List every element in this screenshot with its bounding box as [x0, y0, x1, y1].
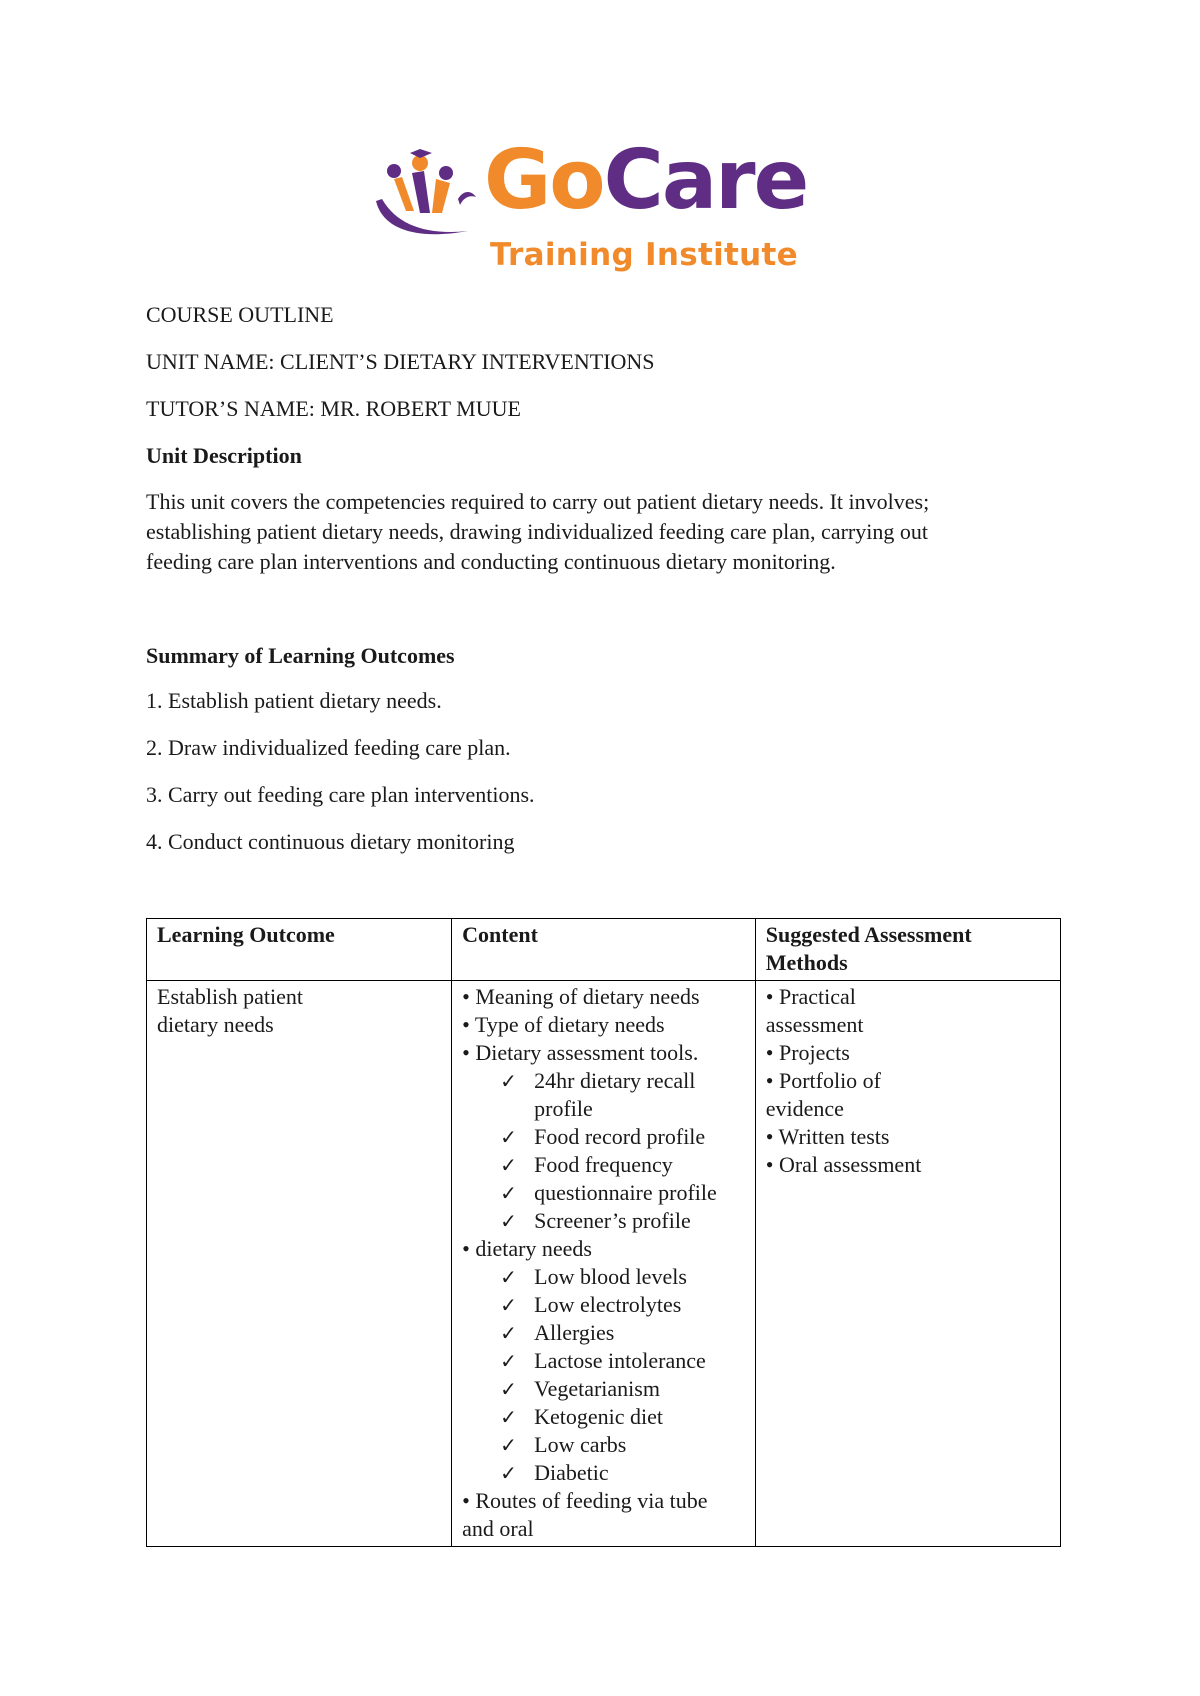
- outcome-item: 3. Carry out feeding care plan interventions.: [146, 782, 535, 807]
- logo-word-go: Go: [484, 133, 604, 228]
- need-item-text: Allergies: [534, 1320, 615, 1345]
- tool-item: [462, 1067, 745, 1123]
- need-item-text: Vegetarianism: [534, 1376, 660, 1401]
- graduates-emblem-icon: [372, 149, 482, 247]
- unit-name: UNIT NAME: CLIENT’S DIETARY INTERVENTIONS: [146, 349, 655, 374]
- tool-item-text: questionnaire profile: [534, 1180, 717, 1205]
- tool-item: [462, 1179, 745, 1207]
- check-icon: ✓: [500, 1349, 517, 1373]
- need-item: [462, 1375, 745, 1403]
- tool-item-text: 24hr dietary recall: [534, 1068, 696, 1093]
- course-outline-title: COURSE OUTLINE: [146, 302, 334, 327]
- content-bullet-continuation: and oral: [462, 1516, 534, 1541]
- assessment-line: • Oral assessment: [765, 1152, 922, 1177]
- check-icon: ✓: [500, 1321, 517, 1345]
- description-line: establishing patient dietary needs, drawing individualized feeding care plan, carrying out: [146, 519, 928, 544]
- content-bullet: • Type of dietary needs: [462, 1012, 665, 1037]
- outcome-item: 2. Draw individualized feeding care plan.: [146, 735, 511, 760]
- need-item-text: Ketogenic diet: [534, 1404, 664, 1429]
- course-outline-table: [146, 918, 1061, 1547]
- assessment-line: • Projects: [765, 1040, 850, 1065]
- description-line: feeding care plan interventions and conducting continuous dietary monitoring.: [146, 549, 836, 574]
- content-bullet: • dietary needs: [462, 1236, 592, 1261]
- check-icon: ✓: [500, 1377, 517, 1401]
- tool-item: [462, 1123, 745, 1151]
- need-item: [462, 1347, 745, 1375]
- learning-outcomes-heading: Summary of Learning Outcomes: [146, 643, 455, 668]
- check-icon: ✓: [500, 1125, 517, 1149]
- need-item: [462, 1263, 745, 1291]
- need-item-text: Lactose intolerance: [534, 1348, 706, 1373]
- assessment-line: • Practical: [765, 984, 856, 1009]
- outcome-item: 1. Establish patient dietary needs.: [146, 688, 442, 713]
- need-item-text: Low electrolytes: [534, 1292, 682, 1317]
- need-item: [462, 1403, 745, 1431]
- need-item: [462, 1459, 745, 1487]
- assessment-line: • Portfolio of: [765, 1068, 882, 1093]
- logo-tagline: Training Institute: [490, 237, 798, 273]
- header-assessment-methods: Suggested Assessment Methods: [755, 919, 1060, 981]
- tool-item: [462, 1207, 745, 1235]
- check-icon: ✓: [500, 1461, 517, 1485]
- need-item-text: Diabetic: [534, 1460, 609, 1485]
- unit-description-heading: Unit Description: [146, 443, 302, 468]
- assessment-line: assessment: [765, 1012, 864, 1037]
- content-bullet: • Dietary assessment tools.: [462, 1040, 699, 1065]
- cell-content: [452, 981, 756, 1547]
- need-item: [462, 1431, 745, 1459]
- need-item: [462, 1291, 745, 1319]
- check-icon: ✓: [500, 1405, 517, 1429]
- unit-description-text: [146, 487, 1026, 577]
- outcome-text-line: dietary needs: [157, 1012, 274, 1037]
- description-line: This unit covers the competencies required to carry out patient dietary needs. It involves;: [146, 489, 930, 514]
- tool-item-text: Food record profile: [534, 1124, 706, 1149]
- table-row: [147, 981, 1061, 1547]
- content-bullet: • Meaning of dietary needs: [462, 984, 700, 1009]
- tool-item: [462, 1151, 745, 1179]
- header-content: Content: [452, 919, 756, 981]
- tool-item-text: Screener’s profile: [534, 1208, 691, 1233]
- cell-assessment-methods: [755, 981, 1060, 1547]
- logo-word-care: Care: [603, 133, 808, 228]
- check-icon: ✓: [500, 1209, 517, 1233]
- check-icon: ✓: [500, 1293, 517, 1317]
- need-item-text: Low blood levels: [534, 1264, 687, 1289]
- check-icon: ✓: [500, 1153, 517, 1177]
- need-item-text: Low carbs: [534, 1432, 627, 1457]
- tool-item-text: profile: [534, 1096, 593, 1121]
- tutor-name: TUTOR’S NAME: MR. ROBERT MUUE: [146, 396, 521, 421]
- need-item: [462, 1319, 745, 1347]
- outcome-item: 4. Conduct continuous dietary monitoring: [146, 829, 515, 854]
- outcome-text-line: Establish patient: [157, 984, 304, 1009]
- logo-wordmark: [484, 133, 807, 229]
- header-learning-outcome: Learning Outcome: [147, 919, 452, 981]
- gocare-logo: [372, 133, 822, 283]
- content-bullet: • Routes of feeding via tube: [462, 1488, 708, 1513]
- check-icon: ✓: [500, 1265, 517, 1289]
- table-header-row: [147, 919, 1061, 981]
- check-icon: ✓: [500, 1433, 517, 1457]
- assessment-line: evidence: [765, 1096, 844, 1121]
- check-icon: ✓: [500, 1069, 517, 1093]
- cell-learning-outcome: [147, 981, 452, 1547]
- assessment-line: • Written tests: [765, 1124, 890, 1149]
- tool-item-text: Food frequency: [534, 1152, 673, 1177]
- check-icon: ✓: [500, 1181, 517, 1205]
